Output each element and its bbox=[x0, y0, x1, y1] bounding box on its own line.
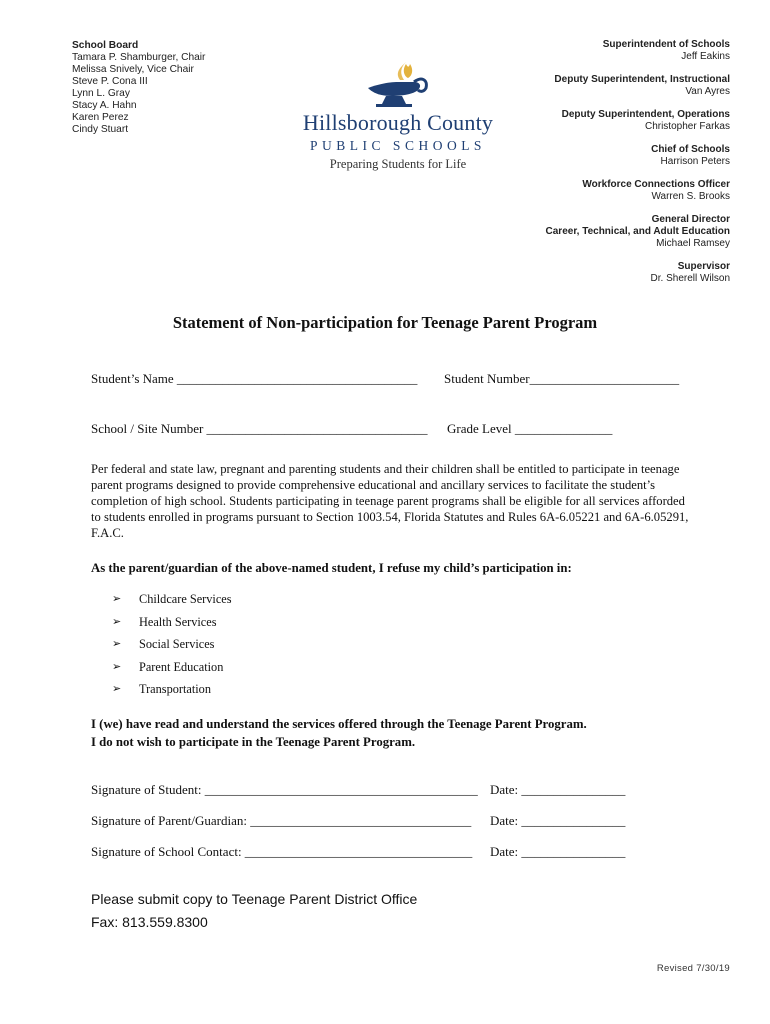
arrow-bullet-icon: ➢ bbox=[112, 614, 122, 628]
admin-name: Michael Ramsey bbox=[656, 238, 730, 249]
board-member: Melissa Snively, Vice Chair bbox=[72, 64, 194, 75]
arrow-bullet-icon: ➢ bbox=[112, 682, 122, 695]
arrow-bullet-icon: ➢ bbox=[112, 592, 122, 605]
board-member: Tamara P. Shamburger, Chair bbox=[72, 52, 206, 63]
service-label: Childcare Services bbox=[139, 592, 232, 606]
admin-name: Harrison Peters bbox=[660, 156, 730, 167]
arrow-bullet-icon: ➢ bbox=[112, 659, 122, 673]
acknowledgement-line-1: I (we) have read and understand the services offered through the Teenage Parent Program. bbox=[91, 717, 587, 731]
district-tagline: Preparing Students for Life bbox=[329, 157, 467, 171]
admin-name: Warren S. Brooks bbox=[651, 191, 730, 202]
admin-title: Chief of Schools bbox=[651, 144, 730, 155]
school-board-heading: School Board bbox=[72, 40, 139, 51]
admin-name: Dr. Sherell Wilson bbox=[650, 273, 730, 284]
board-member: Steve P. Cona III bbox=[72, 76, 148, 87]
list-item bbox=[112, 660, 232, 683]
arrow-bullet-icon: ➢ bbox=[112, 637, 122, 650]
fax-number: Fax: 813.559.8300 bbox=[91, 914, 208, 930]
student-number-field[interactable]: Student Number_______________________ bbox=[444, 371, 680, 386]
service-label: Health Services bbox=[139, 614, 217, 629]
list-item bbox=[112, 637, 232, 660]
admin-title: Supervisor bbox=[677, 261, 730, 272]
form-title: Statement of Non-participation for Teenage Parent Program bbox=[172, 313, 598, 332]
admin-name: Christopher Farkas bbox=[644, 121, 730, 132]
school-site-number-field[interactable]: School / Site Number __________________________________ bbox=[91, 421, 428, 436]
school-board-list bbox=[72, 40, 205, 136]
revision-date: Revised 7/30/19 bbox=[656, 963, 730, 974]
list-item bbox=[112, 592, 232, 615]
school-contact-date-field[interactable]: Date: ________________ bbox=[490, 844, 626, 859]
board-member: Cindy Stuart bbox=[72, 124, 129, 135]
admin-title: Superintendent of Schools bbox=[602, 39, 730, 50]
administration-list bbox=[400, 39, 730, 296]
admin-name: Van Ayres bbox=[685, 86, 730, 97]
board-member: Lynn L. Gray bbox=[72, 88, 130, 99]
grade-level-field[interactable]: Grade Level _______________ bbox=[447, 421, 613, 436]
district-subtitle: PUBLIC SCHOOLS bbox=[310, 138, 486, 153]
services-list bbox=[112, 592, 232, 705]
submit-instructions: Please submit copy to Teenage Parent District Office bbox=[91, 891, 418, 907]
parent-date-field[interactable]: Date: ________________ bbox=[490, 813, 626, 828]
acknowledgement-line-2: I do not wish to participate in the Teenage Parent Program. bbox=[91, 735, 416, 749]
admin-title: Deputy Superintendent, Operations bbox=[561, 109, 730, 120]
admin-title: Workforce Connections Officer bbox=[582, 179, 730, 190]
legal-paragraph: Per federal and state law, pregnant and parenting students and their children shall be entitled to participate in teenage parent programs designed to provide comprehensive educational and ancillary services to facilitate the student’s completion of high school. Students participating in teenage parent programs shall be eligible for all services afforded to students enrolled in programs pursuant to Section 1003.54, Florida Statutes and Rules 6A-6.05221 and 6A-6.05291, F.A.C. bbox=[91, 462, 689, 540]
refusal-statement: As the parent/guardian of the above-named student, I refuse my child’s participation in: bbox=[91, 561, 572, 575]
district-name: Hillsborough County bbox=[302, 110, 494, 135]
student-signature-field[interactable]: Signature of Student: __________________________________________ bbox=[91, 782, 478, 797]
service-label: Parent Education bbox=[139, 659, 224, 674]
admin-title: Deputy Superintendent, Instructional bbox=[554, 74, 730, 85]
admin-title-2: Career, Technical, and Adult Education bbox=[545, 226, 730, 237]
school-contact-signature-field[interactable]: Signature of School Contact: ___________________________________ bbox=[91, 844, 473, 859]
parent-signature-field[interactable]: Signature of Parent/Guardian: __________________________________ bbox=[91, 813, 472, 828]
admin-title: General Director bbox=[651, 214, 730, 225]
student-date-field[interactable]: Date: ________________ bbox=[490, 782, 626, 797]
board-member: Karen Perez bbox=[72, 112, 129, 123]
service-label: Transportation bbox=[139, 682, 211, 696]
student-name-field[interactable]: Student’s Name _____________________________________ bbox=[91, 371, 418, 386]
board-member: Stacy A. Hahn bbox=[72, 100, 137, 111]
list-item bbox=[112, 615, 232, 638]
admin-name: Jeff Eakins bbox=[681, 51, 730, 62]
service-label: Social Services bbox=[139, 637, 215, 651]
list-item bbox=[112, 682, 232, 705]
